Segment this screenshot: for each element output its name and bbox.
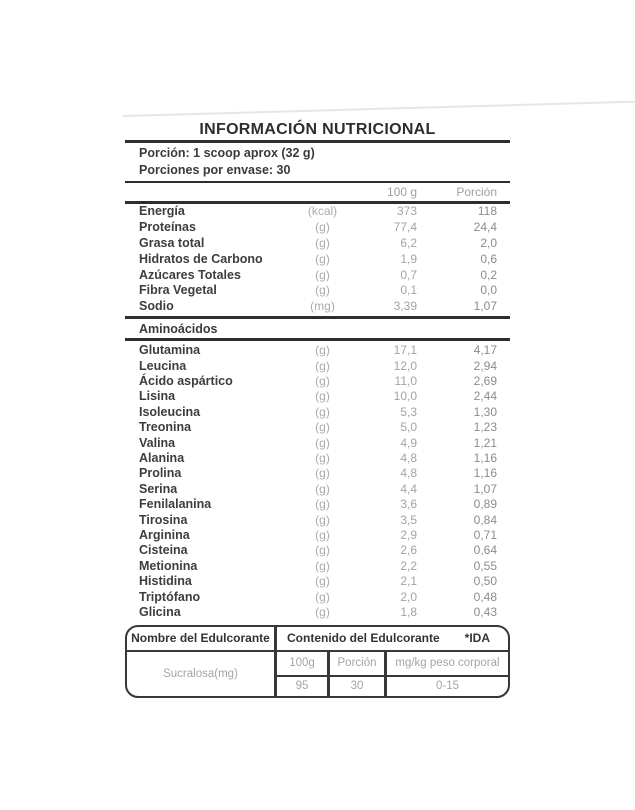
amino-portion: 0,84 [473,512,497,527]
serving-info [125,143,510,181]
amino-portion: 0,89 [473,497,497,512]
nutrient-label: Energía [139,204,185,219]
amino-label: Lisina [139,389,176,404]
nutrient-per100: 1,9 [400,251,417,266]
amino-unit: (g) [315,374,330,389]
nutrient-row [125,298,510,314]
main-nutrients-table [125,204,510,315]
nutrient-portion: 2,0 [480,235,497,250]
amino-label: Isoleucina [139,404,201,419]
amino-label: Serina [139,481,178,496]
sweetener-content-header-row [277,627,508,652]
nutrient-portion: 118 [477,204,497,219]
amino-per100: 2,9 [400,527,417,542]
amino-unit: (g) [315,497,330,512]
nutrient-unit: (g) [315,267,330,282]
sweetener-ida-header: *IDA [464,631,490,646]
amino-portion: 0,48 [473,589,497,604]
nutrient-label: Proteínas [139,220,196,235]
nutrient-portion: 0,0 [480,283,497,298]
amino-unit: (g) [315,358,330,373]
amino-portion: 0,50 [473,574,497,589]
amino-row [125,450,510,465]
nutrient-row [125,282,510,298]
amino-portion: 0,71 [473,527,497,542]
sweetener-value-ida: 0-15 [435,680,460,693]
servings-per-container: Porciones por envase: 30 [139,163,291,177]
per-portion-column-header: Porción [456,185,497,199]
amino-portion: 1,07 [473,481,497,496]
amino-portion: 1,30 [473,404,497,419]
amino-unit: (g) [315,420,330,435]
nutrient-label: Fibra Vegetal [139,283,217,298]
nutrition-label [125,114,510,698]
nutrient-label: Hidratos de Carbono [139,251,263,266]
nutrient-portion: 1,07 [473,299,497,314]
nutrient-portion: 0,6 [480,251,497,266]
nutrient-row [125,251,510,267]
amino-row [125,558,510,573]
amino-label: Glutamina [139,343,201,358]
amino-per100: 5,0 [400,420,417,435]
amino-row [125,496,510,511]
amino-per100: 3,6 [400,497,417,512]
divider [125,316,510,319]
amino-portion: 2,94 [473,358,497,373]
sweetener-table [125,625,510,698]
amino-portion: 1,23 [473,420,497,435]
amino-per100: 2,6 [400,543,417,558]
amino-row [125,466,510,481]
nutrient-unit: (g) [315,283,330,298]
amino-label: Alanina [139,451,185,465]
nutrient-portion: 0,2 [480,267,497,282]
sweetener-subheader-100g: 100g [277,652,330,677]
amino-per100: 17,1 [393,343,417,358]
amino-portion: 1,16 [473,466,497,481]
nutrient-per100: 373 [396,204,417,219]
amino-per100: 2,1 [400,574,417,589]
amino-portion: 2,44 [473,389,497,404]
amino-row [125,527,510,542]
amino-label: Cisteina [139,543,188,558]
nutrient-row [125,204,510,220]
amino-label: Glicina [139,604,181,619]
amino-per100: 2,2 [400,558,417,573]
sweetener-name-header: Nombre del Edulcorante [127,627,277,652]
nutrient-label: Sodio [139,299,174,314]
nutrient-unit: (g) [315,235,330,250]
amino-label: Histidina [139,574,192,589]
amino-portion: 1,21 [473,435,497,450]
amino-label: Valina [139,435,176,450]
amino-label: Treonina [139,420,192,435]
nutrient-row [125,267,510,283]
amino-unit: (g) [315,404,330,419]
amino-unit: (g) [315,435,330,450]
serving-size: Porción: 1 scoop aprox (32 g) [139,146,315,160]
amino-unit: (g) [315,451,330,465]
nutrient-label: Azúcares Totales [139,267,241,282]
nutrient-unit: (mg) [310,299,335,314]
amino-per100: 4,9 [400,435,417,450]
sweetener-name: Sucralosa(mg) [127,652,277,696]
amino-portion: 4,17 [473,343,497,358]
sweetener-value-100g: 95 [277,677,330,696]
amino-label: Fenilalanina [139,497,212,512]
amino-unit: (g) [315,589,330,604]
amino-acids-table [125,341,510,620]
amino-unit: (g) [315,512,330,527]
nutrient-per100: 6,2 [400,235,417,250]
amino-per100: 4,8 [400,466,417,481]
nutrient-unit: (kcal) [307,204,338,219]
amino-unit: (g) [315,466,330,481]
per-100g-column-header: 100 g [386,185,417,199]
amino-row [125,435,510,450]
amino-portion: 0,43 [473,604,497,619]
amino-per100: 12,0 [393,358,417,373]
amino-row [125,389,510,404]
sweetener-subheader-portion: Porción [330,652,387,677]
amino-row [125,420,510,435]
amino-row [125,481,510,496]
amino-row [125,343,510,358]
amino-per100: 2,0 [400,589,417,604]
amino-portion: 0,64 [473,543,497,558]
amino-unit: (g) [315,604,330,619]
amino-per100: 4,4 [400,481,417,496]
amino-per100: 4,8 [400,451,417,465]
label-title: INFORMACIÓN NUTRICIONAL [199,121,436,138]
nutrient-per100: 3,39 [393,299,417,314]
sweetener-subheader-ida: mg/kg peso corporal [387,652,508,677]
amino-row [125,543,510,558]
nutrient-row [125,219,510,235]
amino-per100: 11,0 [394,374,417,389]
amino-row [125,404,510,419]
amino-unit: (g) [315,343,330,358]
nutrient-portion: 24,4 [473,220,497,235]
amino-row [125,512,510,527]
amino-row [125,573,510,588]
amino-unit: (g) [315,481,330,496]
amino-label: Prolina [139,466,182,481]
amino-portion: 1,16 [473,451,497,465]
amino-unit: (g) [315,389,330,404]
amino-row [125,358,510,373]
amino-label: Tirosina [139,512,188,527]
amino-row [125,604,510,619]
amino-portion: 2,69 [473,374,497,389]
amino-row [125,373,510,388]
sweetener-content-header: Contenido del Edulcorante [287,631,440,646]
amino-per100: 5,3 [400,404,417,419]
column-header-row [125,183,510,201]
nutrient-unit: (g) [315,220,330,235]
amino-label: Ácido aspártico [139,374,233,389]
amino-label: Triptófano [139,589,201,604]
amino-label: Metionina [139,558,198,573]
amino-per100: 3,5 [400,512,417,527]
amino-portion: 0,55 [473,558,497,573]
nutrient-per100: 0,7 [400,267,417,282]
nutrient-per100: 77,4 [393,220,417,235]
amino-label: Leucina [139,358,187,373]
amino-per100: 1,8 [400,604,417,619]
nutrient-per100: 0,1 [400,283,417,298]
nutrient-row [125,235,510,251]
amino-unit: (g) [315,543,330,558]
nutrient-unit: (g) [315,251,330,266]
amino-row [125,589,510,604]
amino-unit: (g) [315,558,330,573]
nutrient-label: Grasa total [139,235,205,250]
amino-unit: (g) [315,574,330,589]
amino-per100: 10,0 [393,389,417,404]
amino-unit: (g) [315,527,330,542]
amino-label: Arginina [139,527,190,542]
sweetener-value-portion: 30 [330,677,387,696]
amino-acids-section-header: Aminoácidos [139,322,218,337]
